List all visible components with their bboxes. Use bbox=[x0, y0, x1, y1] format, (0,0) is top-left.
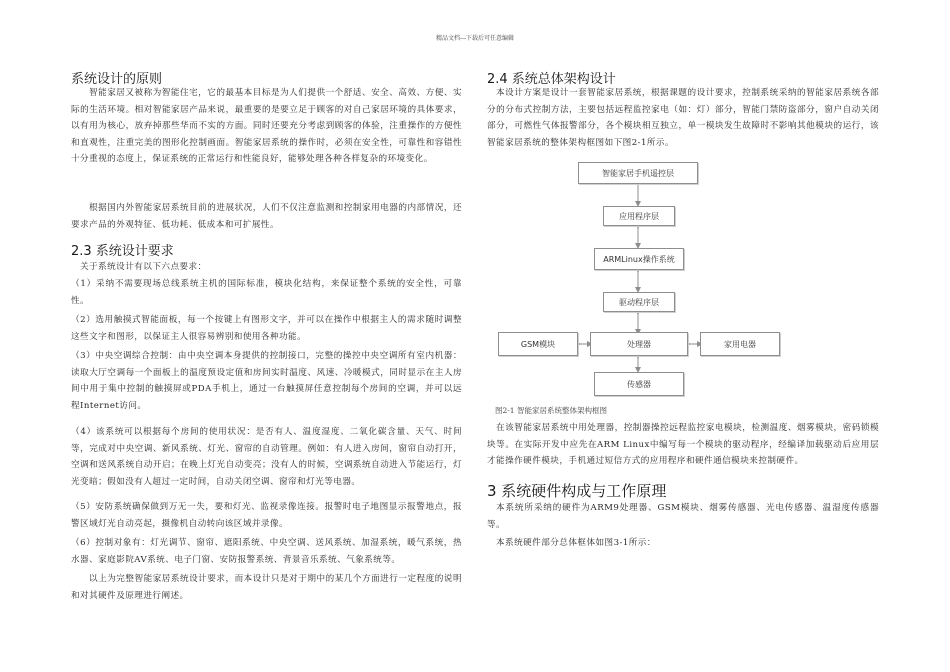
diagram-box-driver-layer: 驱动程序层 bbox=[603, 292, 675, 312]
paragraph-architecture-2: 在该智能家居系统中用处理器，控制器操控远程监控家电模块，检测温度、烟雾模块，密码锁模块等。在实际开发中应先在ARM Linux中编写每一个模块的驱动程序，经编译加载驱动后应用层才能操作硬件模块，手机通过短信方式的应用程序和硬件通信模块来控制硬件。 bbox=[487, 423, 879, 466]
paragraph-conclusion: 以上为完整智能家居系统设计要求，而本设计只是对于期中的某几个方面进行一定程度的说明和对其硬件及原理进行阐述。 bbox=[71, 574, 462, 601]
diagram-box-gsm-module: GSM模块 bbox=[498, 332, 578, 356]
requirement-1: （1）采纳不需要现场总线系统主机的国际标准，模块化结构，来保证整个系统的安全性，可靠性。 bbox=[71, 279, 462, 306]
requirement-5: （5）安防系统确保做到万无一失，要和灯光、监视录像连接。报警时电子地图显示报警地点，报警区域灯光自动亮起，摄像机自动转向该区域并录像。 bbox=[71, 502, 462, 529]
paragraph-principles-2: 根据国内外智能家居系统目前的进展状况，人们不仅注意监测和控制家用电器的内部情况，还要求产品的外观特征、低功耗、低成本和可扩展性。 bbox=[71, 203, 462, 230]
requirement-3: （3）中央空调综合控制：由中央空调本身提供的控制接口，完整的操控中央空调所有室内机器：读取大厅空调每一个面板上的温度预设定值和房间实时温度、风速、冷暖模式，同时显示在主人房间中用于集中控制的触摸屏或PDA手机上，通过一台触摸屏任意控制每个房间的空调，并可以远程Internet访问。 bbox=[71, 351, 462, 411]
diagram-connectors bbox=[498, 160, 858, 400]
page-header-note: 精品文档---下载后可任意编辑 bbox=[435, 35, 515, 42]
paragraph-principles-1: 智能家居又被称为智能住宅，它的最基本目标是为人们提供一个舒适、安全、高效、方便、实际的生活环境。相对智能家居产品来说，最重要的是要立足于顾客的对自己家居环境的具体要求，以有用为核心，放弃掉那些华而不实的方面。同时还要充分考虑到顾客的体验，注重操作的方便性和直观性，注重完美的图形化控制画面。智能家居系统的操作时，必须在安全性，可靠性和容错性十分重视的态度上，保证系统的正常运行和性能良好，能够处理各种各样复杂的环境变化。 bbox=[71, 88, 462, 164]
paragraph-hardware-1: 本系统所采纳的硬件为ARM9处理器、GSM模块、烟雾传感器、光电传感器、温湿度传感器等。 bbox=[487, 503, 879, 530]
diagram-box-home-appliance: 家用电器 bbox=[700, 332, 780, 356]
requirement-2: （2）选用触摸式智能面板，每一个按键上有图形文字，并可以在操作中根据主人的需求随时调整这些文字和图形，以保证主人很容易辨别和使用各种功能。 bbox=[71, 315, 462, 342]
requirements-intro: 关于系统设计有以下六点要求： bbox=[80, 262, 207, 272]
figure-caption: 图2-1 智能家居系统整体架构框图 bbox=[495, 406, 607, 415]
diagram-box-armlinux-os: ARMLinux操作系统 bbox=[594, 248, 684, 270]
section-title-design-principles: 系统设计的原则 bbox=[71, 72, 163, 87]
paragraph-hardware-2: 本系统硬件部分总体框体如图3-1所示： bbox=[496, 538, 656, 548]
paragraph-architecture: 本设计方案是设计一套智能家居系统，根据课题的设计要求，控制系统采纳的智能家居系统各部分的分布式控制方法，主要包括远程监控家电（如：灯）部分，智能门禁防盗部分，窗户自动关闭部分，可燃性气体报警部分，各个模块相互独立，单一模块发生故障时不影响其他模块的运行，该智能家居系统的整体架构框图如下图2-1所示。 bbox=[487, 88, 879, 148]
requirement-6: （6）控制对象有：灯光调节、窗帘、遮阳系统、中央空调、送风系统、加湿系统，暖气系统，热水器、家庭影院AV系统、电子门窗、安防报警系统、背景音乐系统、气象系统等。 bbox=[71, 538, 462, 565]
diagram-box-processor: 处理器 bbox=[590, 332, 688, 356]
architecture-diagram bbox=[498, 160, 858, 400]
diagram-box-mobile-remote-layer: 智能家居手机遥控层 bbox=[578, 162, 698, 184]
section-title-design-requirements: 2.3 系统设计要求 bbox=[71, 244, 174, 259]
diagram-box-sensor: 传感器 bbox=[594, 372, 684, 396]
requirement-4: （4）该系统可以根据每个房间的使用状况：是否有人、温度湿度、二氧化碳含量、天气、时间等，完成对中央空调、新风系统、灯光、窗帘的自动管理。例如：有人进入房间，窗帘自动打开，空调和送风系统自动开启；在晚上灯光自动变亮；没有人的时候，空调系统自动进入节能运行，灯光变暗；假如没有人超过一定时间，自动关闭空调、窗帘和灯光等电器。 bbox=[71, 427, 462, 487]
diagram-box-application-layer: 应用程序层 bbox=[603, 206, 675, 226]
section-title-architecture: 2.4 系统总体架构设计 bbox=[487, 72, 616, 87]
section-title-hardware: 3 系统硬件构成与工作原理 bbox=[487, 482, 667, 500]
